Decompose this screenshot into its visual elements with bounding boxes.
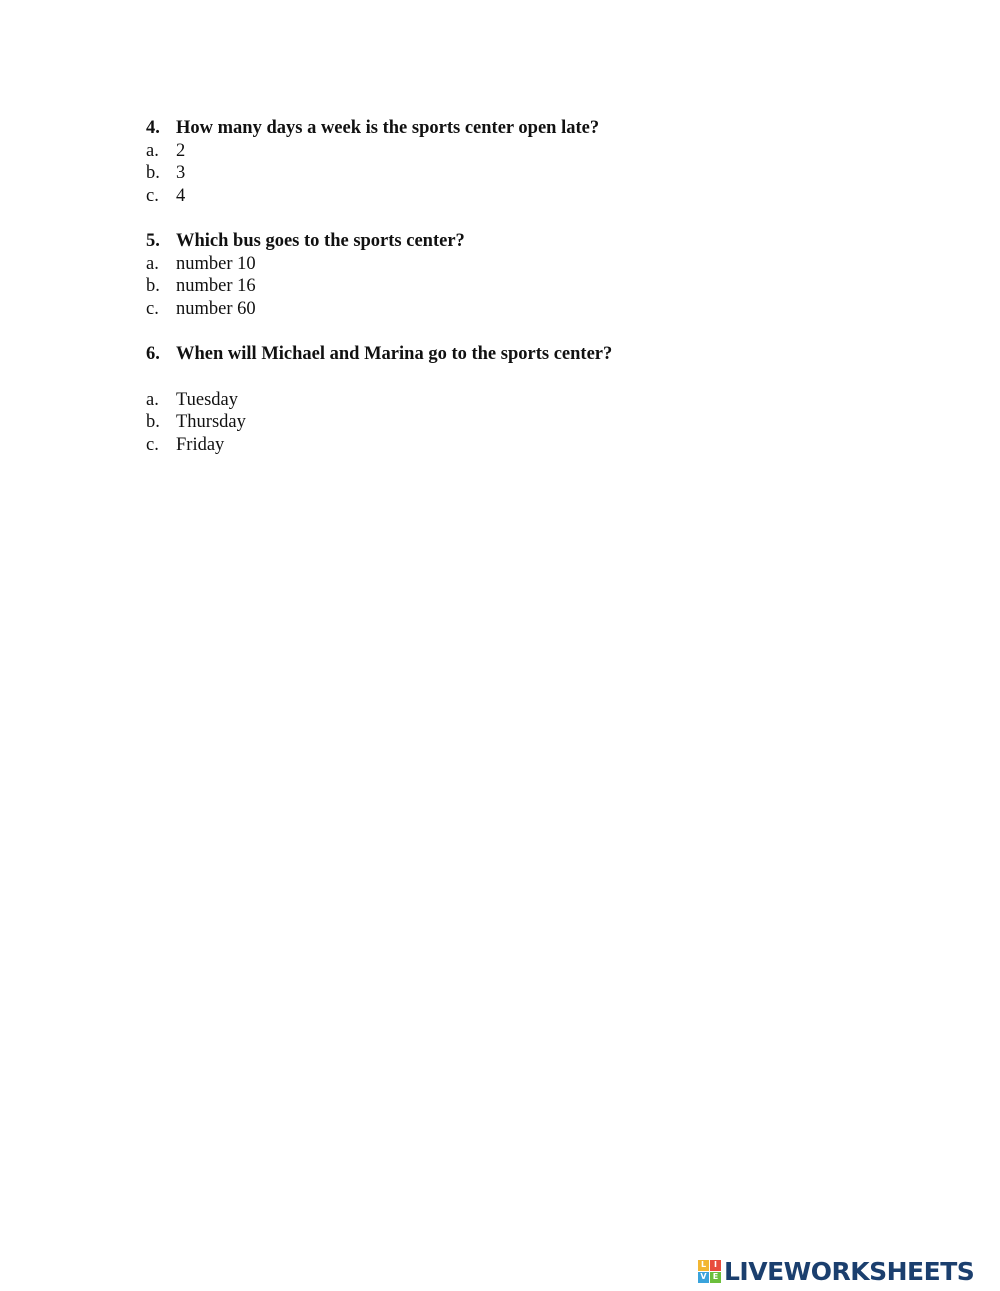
question-5 [146,230,906,320]
question-4 [146,117,906,207]
answer-option[interactable] [146,140,906,163]
option-text: 4 [176,185,186,206]
option-letter: b. [146,163,160,183]
logo-text: LIVEWORKSHEETS [724,1256,975,1286]
logo-tile-v: V [698,1272,709,1283]
option-letter: c. [146,434,159,455]
answer-option[interactable] [146,389,906,412]
option-text: Tuesday [176,389,239,410]
question-text: When will Michael and Marina go to the sports center? [176,344,613,364]
option-letter: b. [146,412,160,432]
answer-option[interactable] [146,275,906,298]
question-number: 4. [146,118,160,138]
option-text: number 16 [176,276,256,296]
answer-option[interactable] [146,185,906,208]
option-text: number 60 [176,298,256,319]
answer-option[interactable] [146,253,906,276]
answer-option[interactable] [146,298,906,321]
question-text: Which bus goes to the sports center? [176,231,465,251]
answer-option[interactable] [146,411,906,434]
option-letter: b. [146,276,160,296]
answer-option[interactable] [146,162,906,185]
question-number: 5. [146,231,160,251]
question-title [146,117,906,140]
option-letter: a. [146,140,159,161]
option-letter: a. [146,389,159,410]
liveworksheets-logo [698,1257,974,1285]
logo-tiles [698,1260,721,1283]
question-6 [146,343,906,456]
option-text: Thursday [176,412,246,432]
question-text: How many days a week is the sports center open late? [176,118,600,138]
answer-option[interactable] [146,434,906,457]
logo-tile-i: I [710,1260,721,1271]
option-letter: a. [146,253,159,274]
logo-tile-l: L [698,1260,709,1271]
option-text: 2 [176,140,186,161]
option-text: Friday [176,434,225,455]
option-letter: c. [146,298,159,319]
logo-tile-e: E [710,1272,721,1283]
option-text: number 10 [176,253,256,274]
spacer [146,366,906,389]
option-letter: c. [146,185,159,206]
question-number: 6. [146,344,160,364]
question-title [146,230,906,253]
option-text: 3 [176,163,186,183]
question-title [146,343,906,366]
